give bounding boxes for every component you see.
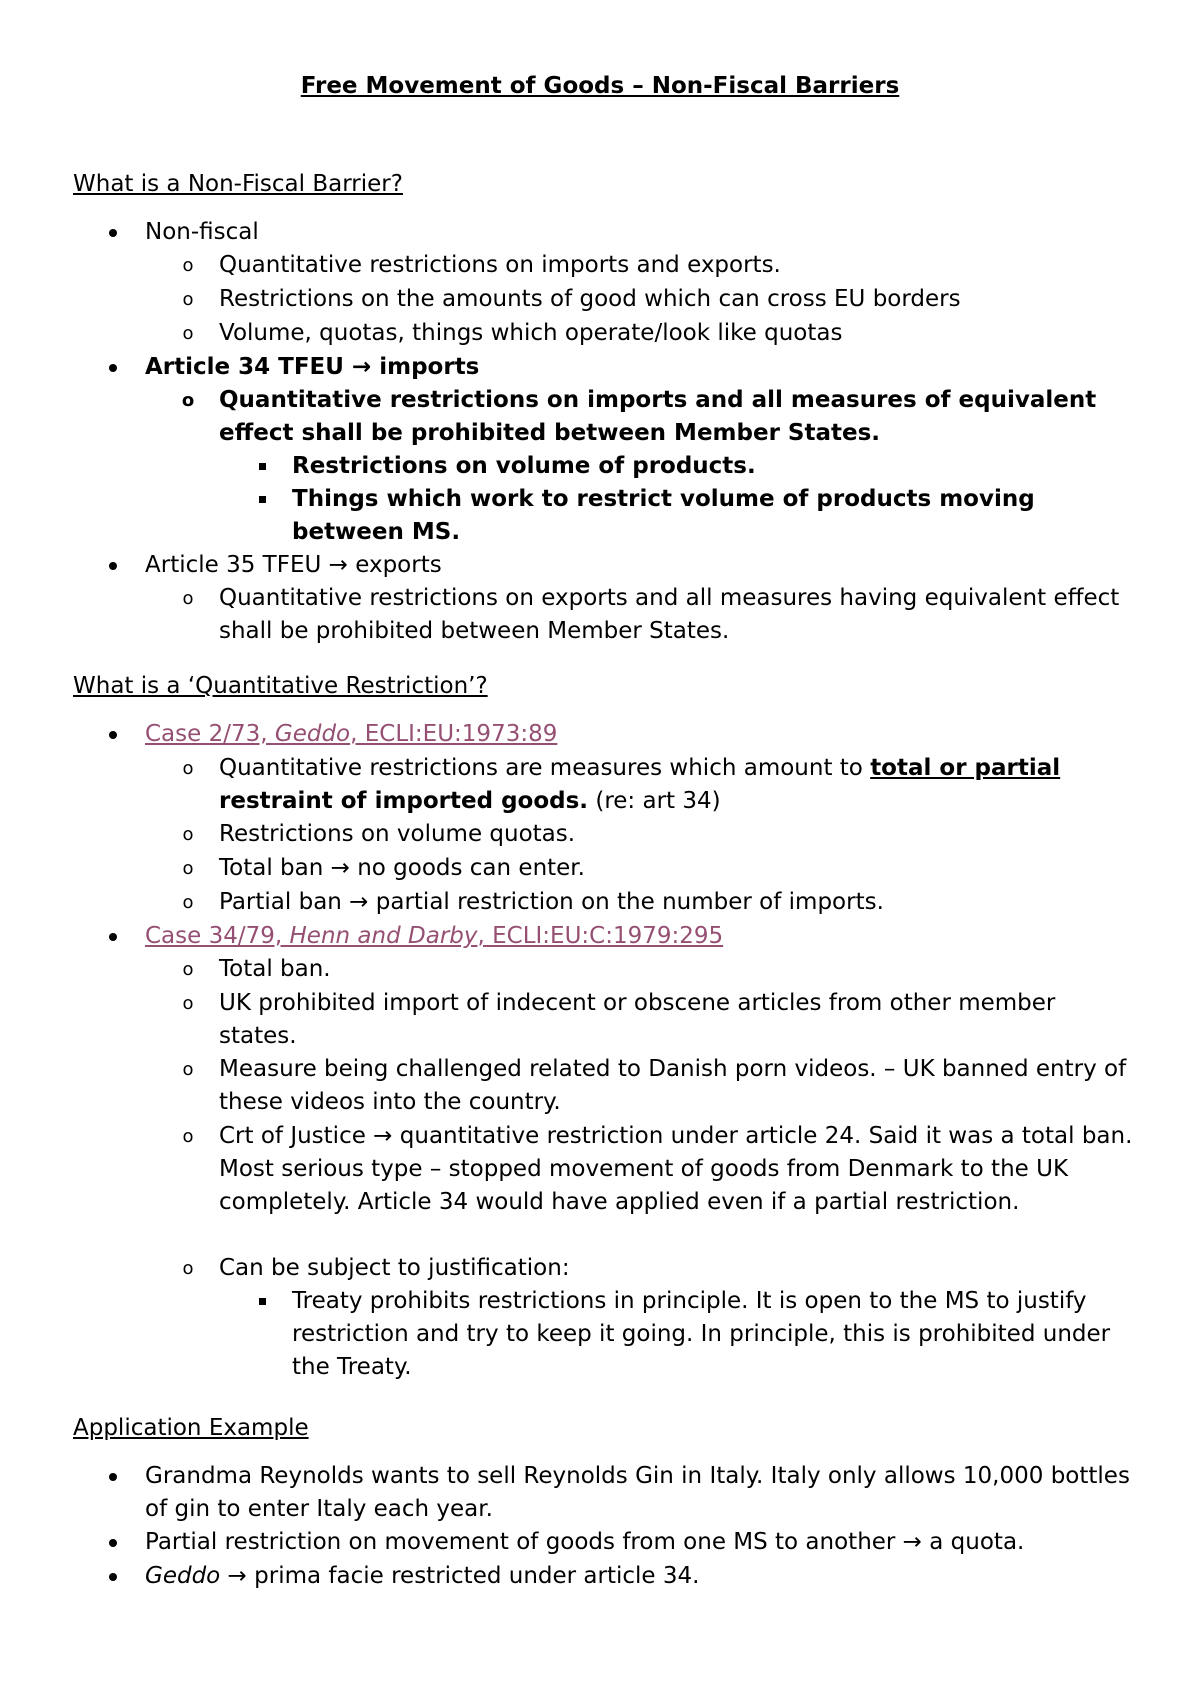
bullet-circle-icon: o xyxy=(181,390,195,411)
list-item: Total ban → no goods can enter. xyxy=(219,855,585,881)
bullet-circle-icon: o xyxy=(182,993,194,1014)
bullet-dot-icon xyxy=(103,549,123,582)
bullet-circle-icon: o xyxy=(182,1258,194,1279)
emphasis-text: restraint of imported goods. xyxy=(219,788,589,814)
bullet-dot-icon xyxy=(103,351,123,384)
list-item: Things which work to restrict volume of products moving between MS. xyxy=(292,486,1035,545)
list-item: Measure being challenged related to Danish porn videos. – UK banned entry of these videos into the country. xyxy=(219,1056,1127,1115)
bullet-circle-icon: o xyxy=(182,1059,194,1080)
list-item xyxy=(219,752,1135,818)
bullet-circle-icon: o xyxy=(182,858,194,879)
list-item: Can be subject to justification: xyxy=(219,1255,570,1281)
list-item: Non-fiscal xyxy=(145,219,259,245)
list-item: Restrictions on the amounts of good which can cross EU borders xyxy=(219,286,961,312)
section-heading-quantitative-restriction: What is a ‘Quantitative Restriction’? xyxy=(73,673,488,699)
bullet-circle-icon: o xyxy=(182,824,194,845)
case-name: Geddo xyxy=(274,721,351,747)
list-item: Article 34 TFEU → imports xyxy=(145,354,480,380)
bullet-circle-icon: o xyxy=(182,892,194,913)
bullet-dot-icon xyxy=(103,1560,123,1593)
list-item: Quantitative restrictions on imports and exports. xyxy=(219,252,781,278)
bullet-dot-icon xyxy=(103,920,123,953)
list-item: UK prohibited import of indecent or obscene articles from other member states. xyxy=(219,990,1056,1049)
list-item: Quantitative restrictions on exports and all measures having equivalent effect shall be prohibited between Member States. xyxy=(219,585,1120,644)
list-item: Crt of Justice → quantitative restriction under article 24. Said it was a total ban. Most serious type – stopped movement of goods from Denmark to the UK completely. Article 34 would have applied even if a partial restriction. xyxy=(219,1123,1133,1215)
bullet-dot-icon xyxy=(103,1460,123,1493)
case-ecli: , ECLI:EU:1973:89 xyxy=(350,721,558,747)
bullet-dot-icon xyxy=(103,718,123,751)
list-item: Total ban. xyxy=(219,956,331,982)
bullet-circle-icon: o xyxy=(182,959,194,980)
bullet-circle-icon: o xyxy=(182,588,194,609)
case-link-henn-and-darby[interactable] xyxy=(145,920,1135,953)
list-item: Volume, quotas, things which operate/look like quotas xyxy=(219,320,843,346)
bullet-circle-icon: o xyxy=(182,758,194,779)
bullet-dot-icon xyxy=(103,216,123,249)
text-segment: → prima facie restricted under article 34. xyxy=(220,1563,700,1589)
text-segment: (re: art 34) xyxy=(588,788,721,814)
case-ref: Case 34/79, xyxy=(145,923,290,949)
list-item: Restrictions on volume quotas. xyxy=(219,821,576,847)
bullet-circle-icon: o xyxy=(182,323,194,344)
bullet-circle-icon: o xyxy=(182,289,194,310)
bullet-square-icon xyxy=(252,450,272,483)
section-heading-application-example: Application Example xyxy=(73,1415,309,1441)
list-item: Partial ban → partial restriction on the number of imports. xyxy=(219,889,884,915)
bullet-square-icon xyxy=(252,483,272,516)
bullet-circle-icon: o xyxy=(182,1126,194,1147)
bullet-dot-icon xyxy=(103,1526,123,1559)
list-item: Restrictions on volume of products. xyxy=(292,453,756,479)
page-title: Free Movement of Goods – Non-Fiscal Barriers xyxy=(300,73,900,99)
list-item: Article 35 TFEU → exports xyxy=(145,552,442,578)
list-item: Grandma Reynolds wants to sell Reynolds Gin in Italy. Italy only allows 10,000 bottles of gin to enter Italy each year. xyxy=(145,1463,1130,1522)
case-name: Geddo xyxy=(145,1563,221,1589)
list-item xyxy=(145,1560,1135,1593)
list-item: Quantitative restrictions on imports and all measures of equivalent effect shall be prohibited between Member States. xyxy=(219,387,1097,446)
bullet-square-icon xyxy=(252,1285,272,1318)
case-ecli: , ECLI:EU:C:1979:295 xyxy=(477,923,724,949)
text-segment: Quantitative restrictions are measures which amount to xyxy=(219,755,871,781)
emphasis-text: total or partial xyxy=(870,755,1061,781)
list-item: Treaty prohibits restrictions in principle. It is open to the MS to justify restriction and try to keep it going. In principle, this is prohibited under the Treaty. xyxy=(292,1288,1111,1380)
case-name: Henn and Darby xyxy=(289,923,478,949)
section-heading-non-fiscal: What is a Non-Fiscal Barrier? xyxy=(73,171,403,197)
case-ref: Case 2/73, xyxy=(145,721,275,747)
case-link-geddo[interactable] xyxy=(145,718,1135,751)
list-item: Partial restriction on movement of goods from one MS to another → a quota. xyxy=(145,1529,1025,1555)
bullet-circle-icon: o xyxy=(182,255,194,276)
